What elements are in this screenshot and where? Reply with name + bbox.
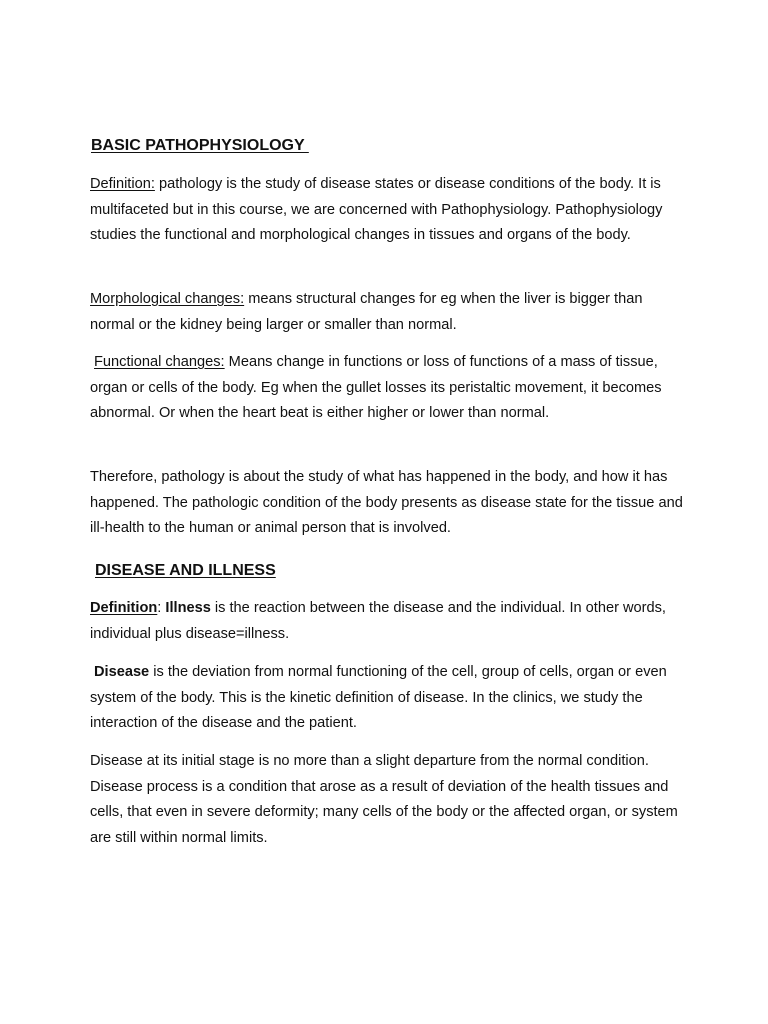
disease-definition-text: is the deviation from normal functioning of the cell, group of cells, organ or even system of the body. This is the kinetic definition of disease. In the clinics, we study the interaction of the disease and the patient.: [90, 664, 667, 731]
disease-process-paragraph: Disease at its initial stage is no more than a slight departure from the normal condition. Disease process is a condition that arose as a result of deviation of the health tissues and cells, that even in severe deformity; many cells of the body or the affected organ, or system are still within normal limits.: [90, 753, 678, 846]
disease-term: Disease: [94, 664, 150, 680]
morphological-changes-label: Morphological changes:: [90, 291, 245, 307]
illness-term: Illness: [165, 600, 211, 616]
definition-text: pathology is the study of disease states or disease conditions of the body. It is multifaceted but in this course, we are concerned with Pathophysiology. Pathophysiology studies the functional and morphological changes in tissues and organs of the body.: [90, 176, 663, 243]
morphological-changes-text: means structural changes for eg when the liver is bigger than normal or the kidney being larger or smaller than normal.: [90, 291, 643, 333]
illness-definition-paragraph: [90, 596, 690, 647]
illness-definition-text: is the reaction between the disease and the individual. In other words, individual plus disease=illness.: [90, 600, 666, 642]
definition-label: Definition:: [90, 176, 155, 192]
section-title-disease-and-illness: DISEASE AND ILLNESS: [95, 562, 276, 579]
functional-changes-paragraph: [90, 350, 690, 427]
section-title-basic-pathophysiology: BASIC PATHOPHYSIOLOGY: [91, 137, 309, 154]
definition-paragraph: [90, 172, 690, 249]
illness-definition-label: Definition: [90, 600, 158, 616]
disease-definition-paragraph: [90, 660, 690, 737]
pathology-summary-paragraph: Therefore, pathology is about the study of what has happened in the body, and how it has happened. The pathologic condition of the body presents as disease state for the tissue and ill-health to the human or animal person that is involved.: [90, 469, 683, 536]
functional-changes-text: Means change in functions or loss of functions of a mass of tissue, organ or cells of the body. Eg when the gullet losses its peristaltic movement, it becomes abnormal. Or when the heart beat is either higher or lower than normal.: [90, 354, 662, 421]
illness-definition-colon: :: [157, 600, 166, 616]
functional-changes-label: Functional changes:: [94, 354, 225, 370]
morphological-changes-paragraph: [90, 287, 690, 338]
